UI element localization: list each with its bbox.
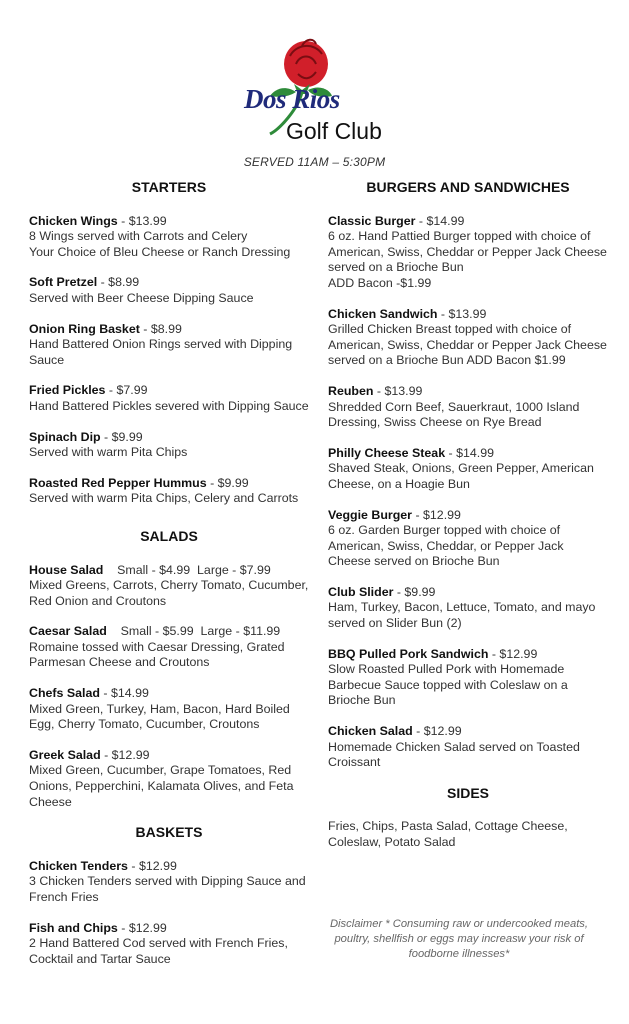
menu-item-name: Philly Cheese Steak — [328, 445, 446, 460]
starters-list — [29, 214, 309, 507]
baskets-title: BASKETS — [135, 824, 203, 841]
menu-item-price: - $9.99 — [100, 429, 143, 444]
menu-item — [328, 724, 608, 771]
menu-item — [328, 585, 608, 632]
menu-item-heading — [29, 476, 309, 492]
menu-item — [328, 446, 608, 493]
menu-item-price: - $9.99 — [206, 475, 249, 490]
menu-item-heading — [29, 430, 309, 446]
menu-item — [29, 383, 309, 414]
menu-item-name: Chicken Salad — [328, 724, 413, 739]
menu-item-description: Mixed Green, Cucumber, Grape Tomatoes, Red Onions, Pepperchini, Kalamata Olives, and Feta Cheese — [29, 763, 294, 809]
baskets-list — [29, 859, 309, 968]
menu-item-description: Homemade Chicken Salad served on Toasted Croissant — [328, 739, 580, 770]
salads-list — [29, 563, 309, 811]
menu-item-name: Greek Salad — [29, 747, 101, 762]
menu-item-price: Small - $4.99 Large - $7.99 — [103, 562, 271, 577]
menu-item-name: Chefs Salad — [29, 686, 100, 701]
club-logo — [240, 34, 400, 146]
menu-item-name: Chicken Tenders — [29, 858, 128, 873]
menu-item-description: Served with warm Pita Chips — [29, 445, 188, 460]
menu-item — [328, 647, 608, 709]
menu-item — [29, 430, 309, 461]
menu-item-name: BBQ Pulled Pork Sandwich — [328, 646, 489, 661]
menu-item-name: Onion Ring Basket — [29, 321, 140, 336]
menu-item-description: 8 Wings served with Carrots and Celery Your Choice of Bleu Cheese or Ranch Dressing — [29, 229, 291, 259]
menu-item-heading — [29, 624, 309, 640]
menu-item-price: - $12.99 — [412, 724, 462, 739]
burgers-title: BURGERS AND SANDWICHES — [366, 179, 570, 195]
menu-item-description: 2 Hand Battered Cod served with French Fries, Cocktail and Tartar Sauce — [29, 936, 288, 966]
menu-item-price: - $8.99 — [97, 275, 140, 290]
sides-title: SIDES — [446, 784, 489, 801]
menu-item-heading — [29, 275, 309, 291]
menu-item — [29, 322, 309, 369]
menu-item-name: Fish and Chips — [29, 920, 118, 935]
menu-item-price: - $12.99 — [117, 920, 167, 935]
menu-item-description: Served with Beer Cheese Dipping Sauce — [29, 290, 254, 305]
menu-item-heading — [328, 307, 608, 323]
right-column — [328, 180, 608, 851]
menu-item — [328, 508, 608, 570]
menu-item-heading — [328, 214, 608, 230]
menu-item-description: 6 oz. Hand Pattied Burger topped with choice of American, Swiss, Cheddar or Pepper Jack Cheese served on a Brioche Bun ADD Bacon -$1.99 — [328, 229, 607, 290]
menu-item-price: Small - $5.99 Large - $11.99 — [106, 624, 281, 639]
menu-item-price: - $12.99 — [127, 858, 177, 873]
menu-item-price: - $9.99 — [393, 584, 436, 599]
menu-item-price: - $14.99 — [445, 445, 495, 460]
menu-item-heading — [29, 921, 309, 937]
menu-item — [328, 384, 608, 431]
menu-item-description: Hand Battered Pickles severed with Dipping Sauce — [29, 398, 309, 413]
menu-item — [328, 307, 608, 369]
menu-item-price: - $14.99 — [99, 686, 149, 701]
menu-item-heading — [328, 446, 608, 462]
sides-text: Fries, Chips, Pasta Salad, Cottage Cheese, Coleslaw, Potato Salad — [328, 819, 568, 849]
menu-item-heading — [328, 508, 608, 524]
menu-item-price: - $7.99 — [105, 383, 148, 398]
menu-item — [29, 921, 309, 968]
menu-item — [29, 624, 309, 671]
menu-item — [29, 476, 309, 507]
menu-item-description: Mixed Greens, Carrots, Cherry Tomato, Cucumber, Red Onion and Croutons — [29, 578, 309, 608]
menu-item-description: Served with warm Pita Chips, Celery and Carrots — [29, 491, 299, 506]
menu-item-heading — [29, 563, 309, 579]
menu-item-heading — [29, 322, 309, 338]
menu-item-price: - $12.99 — [100, 747, 150, 762]
menu-item-heading — [328, 384, 608, 400]
starters-title: STARTERS — [131, 179, 207, 195]
menu-item-description: Slow Roasted Pulled Pork with Homemade Barbecue Sauce topped with Coleslaw on a Brioche Bun — [328, 662, 568, 708]
left-column — [29, 180, 309, 982]
logo-brand-sub: Golf Club — [286, 118, 382, 144]
menu-item-heading — [29, 686, 309, 702]
menu-item-name: Club Slider — [328, 584, 394, 599]
menu-item-heading — [29, 748, 309, 764]
menu-item-name: Chicken Sandwich — [328, 306, 438, 321]
disclaimer: Disclaimer * Consuming raw or undercooked meats, poultry, shellfish or eggs may increasw your risk of foodborne illnesses* — [329, 918, 589, 960]
menu-item-description: Grilled Chicken Breast topped with choice of American, Swiss, Cheddar or Pepper Jack Cheese served on a Brioche Bun ADD Bacon $1.99 — [328, 322, 607, 368]
menu-item-description: 3 Chicken Tenders served with Dipping Sauce and French Fries — [29, 874, 306, 904]
menu-item — [29, 275, 309, 306]
menu-item-description: Romaine tossed with Caesar Dressing, Grated Parmesan Cheese and Croutons — [29, 639, 285, 670]
menu-item-name: House Salad — [29, 562, 104, 577]
menu-item — [29, 563, 309, 610]
menu-item-heading — [328, 585, 608, 601]
menu-item-description: Shaved Steak, Onions, Green Pepper, American Cheese, on a Hoagie Bun — [328, 461, 594, 491]
menu-item-price: - $13.99 — [437, 306, 487, 321]
menu-item-heading — [328, 724, 608, 740]
menu-item-price: - $12.99 — [412, 507, 461, 522]
menu-item-name: Reuben — [328, 383, 374, 398]
menu-item-name: Roasted Red Pepper Hummus — [29, 475, 207, 490]
menu-item-heading — [29, 214, 309, 230]
menu-item-price: - $13.99 — [117, 213, 167, 228]
menu-item — [29, 214, 309, 261]
menu-item — [29, 859, 309, 906]
menu-item-name: Chicken Wings — [29, 213, 118, 228]
burgers-list — [328, 214, 608, 771]
serving-hours: SERVED 11AM – 5:30PM — [243, 155, 386, 169]
menu-item-description: 6 oz. Garden Burger topped with choice of American, Swiss, Cheddar, or Pepper Jack Cheese served on Brioche Bun — [328, 523, 564, 569]
menu-item-name: Caesar Salad — [29, 624, 107, 639]
menu-item-name: Soft Pretzel — [29, 275, 98, 290]
menu-item-price: - $12.99 — [488, 646, 538, 661]
menu-item-name: Spinach Dip — [29, 429, 101, 444]
menu-item-description: Mixed Green, Turkey, Ham, Bacon, Hard Boiled Egg, Cherry Tomato, Cucumber, Croutons — [29, 701, 290, 732]
menu-item-heading — [29, 383, 309, 399]
menu-item-heading — [29, 859, 309, 875]
salads-title: SALADS — [140, 527, 198, 544]
menu-item-price: - $13.99 — [373, 383, 423, 398]
menu-item — [328, 214, 608, 292]
menu-item-name: Fried Pickles — [29, 383, 106, 398]
menu-item-description: Shredded Corn Beef, Sauerkraut, 1000 Island Dressing, Swiss Cheese on Rye Bread — [328, 399, 580, 430]
menu-item-name: Classic Burger — [328, 213, 416, 228]
menu-item — [29, 748, 309, 810]
menu-item-price: - $14.99 — [415, 213, 465, 228]
menu-item-description: Ham, Turkey, Bacon, Lettuce, Tomato, and mayo served on Slider Bun (2) — [328, 600, 596, 631]
menu-item-price: - $8.99 — [139, 321, 182, 336]
menu-item-name: Veggie Burger — [328, 507, 413, 522]
logo-brand-script: Dos Rios — [244, 84, 340, 114]
menu-item-description: Hand Battered Onion Rings served with Dipping Sauce — [29, 337, 293, 367]
menu-item-heading — [328, 647, 608, 663]
menu-item — [29, 686, 309, 733]
